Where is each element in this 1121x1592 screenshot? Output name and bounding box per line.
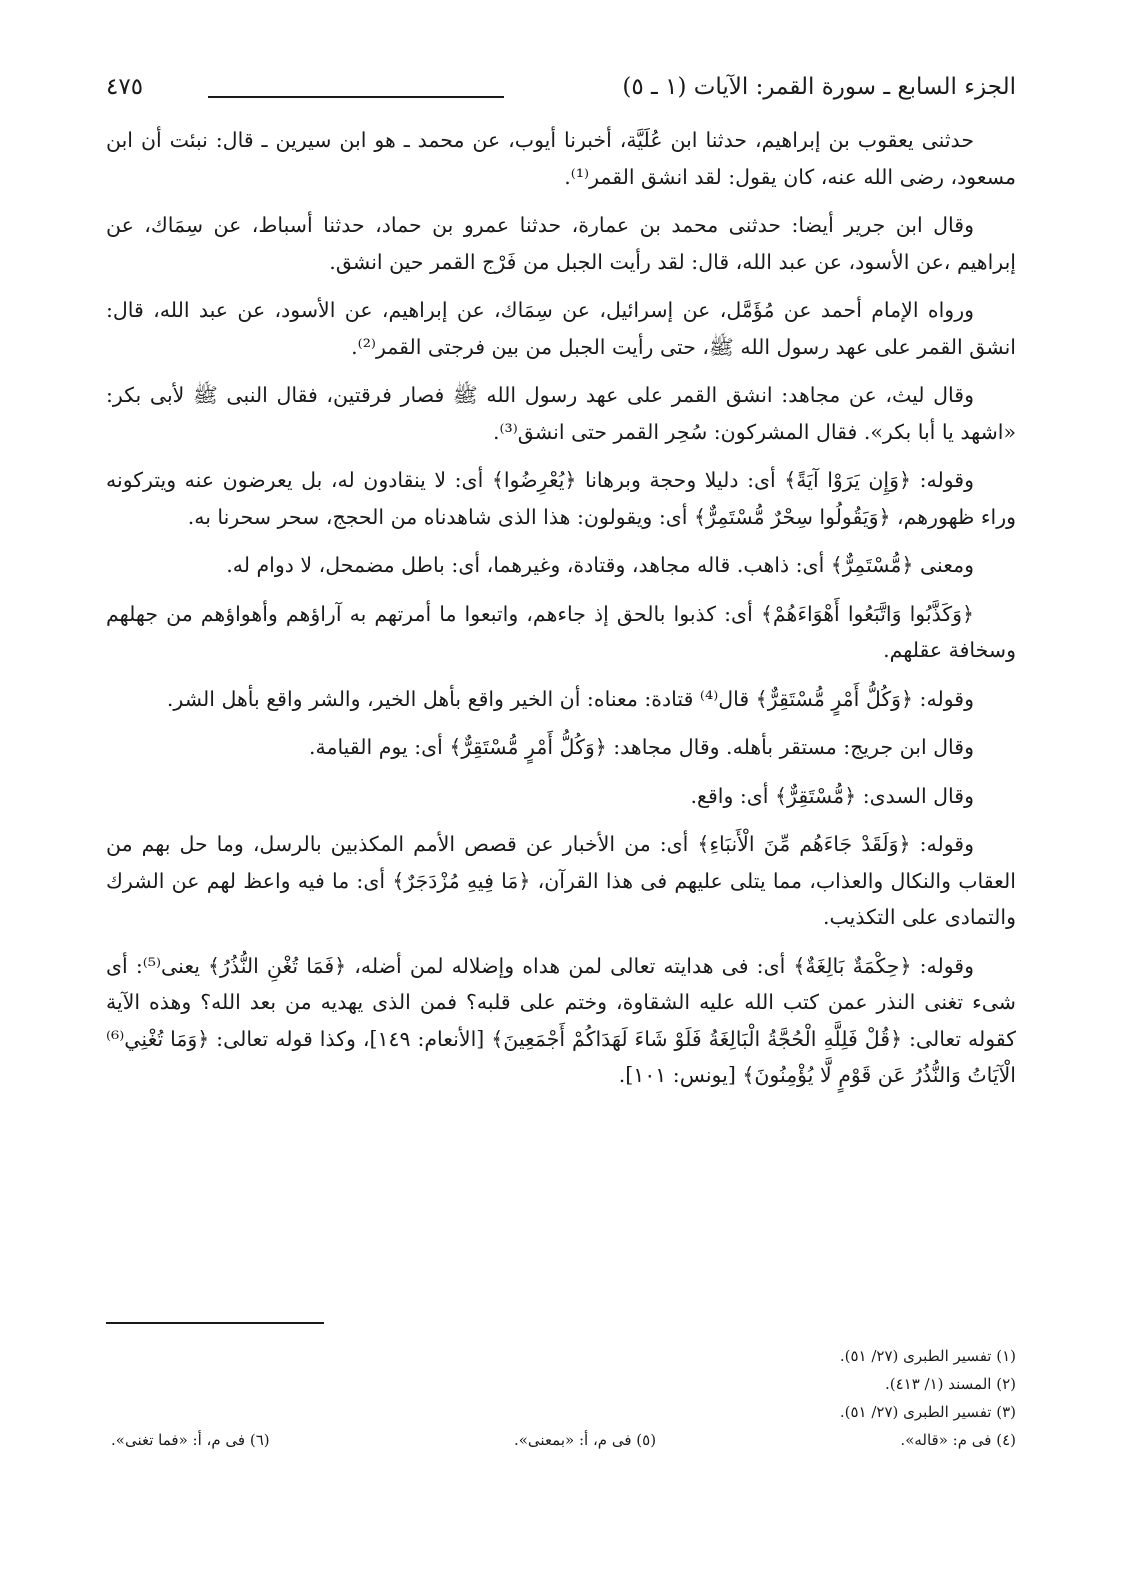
footnote: (٢) المسند (١/ ٤١٣). [884, 1375, 1016, 1393]
running-title: الجزء السابع ـ سورة القمر: الآيات (١ ـ ٥) [622, 74, 1016, 100]
footnote: (٤) فى م: «قاله». [900, 1431, 1016, 1449]
paragraph: وقال ابن جريج: مستقر بأهله. وقال مجاهد: ﴿وَكُلُّ أَمْرٍ مُّسْتَقِرٌّ﴾ أى: يوم القيامة. [308, 735, 974, 759]
footnote: (١) تفسير الطبرى (٢٧/ ٥١). [839, 1347, 1016, 1365]
paragraph: وقوله: ﴿وَإِن يَرَوْا آيَةً﴾ أى: دليلا وحجة وبرهانا ﴿يُعْرِضُوا﴾ أى: لا ينقادون له، بل يعرضون عنه ويتركونه وراء ظهورهم، ﴿وَيَقُولُوا سِحْرٌ مُّسْتَمِرٌّ﴾ أى: ويقولون: هذا الذى شاهدناه من الحجج، سحر سحرنا به. [106, 468, 1016, 529]
header-rule [208, 96, 504, 98]
paragraph: وقوله: ﴿وَلَقَدْ جَاءَهُم مِّنَ الْأَنبَاءِ﴾ أى: من الأخبار عن قصص الأمم المكذبين بالرسل، وما حل بهم من العقاب والنكال والعذاب، مما يتلى عليهم فى هذا القرآن، ﴿مَا فِيهِ مُزْدَجَرٌ﴾ أى: ما فيه واعظ لهم عن الشرك والتمادى على التكذيب. [106, 832, 1016, 929]
paragraph: وقال ابن جرير أيضا: حدثنى محمد بن عمارة، حدثنا عمرو بن حماد، حدثنا أسباط، عن سِمَاك، عن إبراهيم ،عن الأسود، عن عبد الله، قال: لقد رأيت الجبل من فَرْج القمر حين انشق. [106, 213, 1016, 274]
page-header [106, 70, 1016, 116]
paragraph: وقوله: ﴿وَكُلُّ أَمْرٍ مُّسْتَقِرٌّ﴾ قال⁽⁴⁾ قتادة: معناه: أن الخير واقع بأهل الخير، والشر واقع بأهل الشر. [166, 686, 974, 711]
paragraph: حدثنى يعقوب بن إبراهيم، حدثنا ابن عُلَيَّة، أخبرنا أيوب، عن محمد ـ هو ابن سيرين ـ قال: نبئت أن ابن مسعود، رضى الله عنه، كان يقول: لقد انشق القمر⁽¹⁾. [106, 128, 1016, 189]
footnote-row [111, 1426, 1016, 1454]
footnote: (٣) تفسير الطبرى (٢٧/ ٥١). [839, 1403, 1016, 1421]
paragraph: وقال ليث، عن مجاهد: انشق القمر على عهد رسول الله ﷺ فصار فرقتين، فقال النبى ﷺ لأبى بكر: «اشهد يا أبا بكر». فقال المشركون: سُحِر القمر حتى انشق⁽³⁾. [106, 383, 1016, 444]
page-number: ٤٧٥ [106, 74, 144, 100]
paragraph: وقوله: ﴿حِكْمَةٌ بَالِغَةٌ﴾ أى: فى هدايته تعالى لمن هداه وإضلاله لمن أضله، ﴿فَمَا تُغْنِ النُّذُرُ﴾ يعنى⁽⁵⁾: أى شىء تغنى النذر عمن كتب الله عليه الشقاوة، وختم على قلبه؟ فمن الذى يهديه من بعد الله؟ وهذه الآية كقوله تعالى: ﴿قُلْ فَلِلَّهِ الْحُجَّةُ الْبَالِغَةُ فَلَوْ شَاءَ لَهَدَاكُمْ أَجْمَعِينَ﴾ [الأنعام: ١٤٩]، وكذا قوله تعالى: ﴿وَمَا تُغْنِي⁽⁶⁾ الْآيَاتُ وَالنُّذُرُ عَن قَوْمٍ لَّا يُؤْمِنُونَ﴾ [يونس: ١٠١]. [106, 953, 1016, 1087]
footnote-separator [106, 1322, 324, 1324]
footnote: (٦) فى م، أ: «فما تغنى». [111, 1431, 270, 1449]
main-text [106, 122, 1016, 1094]
footnote: (٥) فى م، أ: «بمعنى». [513, 1431, 657, 1449]
footnotes [106, 1342, 1016, 1454]
paragraph: وقال السدى: ﴿مُّسْتَقِرٌّ﴾ أى: واقع. [690, 783, 974, 808]
paragraph: ﴿وَكَذَّبُوا وَاتَّبَعُوا أَهْوَاءَهُمْ﴾ أى: كذبوا بالحق إذ جاءهم، واتبعوا ما أمرتهم به آراؤهم وأهواؤهم من جهلهم وسخافة عقلهم. [106, 601, 1016, 662]
paragraph: ورواه الإمام أحمد عن مُؤَمَّل، عن إسرائيل، عن سِمَاك، عن إبراهيم، عن الأسود، عن عبد الله، قال: انشق القمر على عهد رسول الله ﷺ، حتى رأيت الجبل من بين فرجتى القمر⁽²⁾. [106, 298, 1016, 359]
paragraph: ومعنى ﴿مُّسْتَمِرٌّ﴾ أى: ذاهب. قاله مجاهد، وقتادة، وغيرهما، أى: باطل مضمحل، لا دوام له. [226, 553, 974, 577]
page [106, 70, 1016, 1449]
